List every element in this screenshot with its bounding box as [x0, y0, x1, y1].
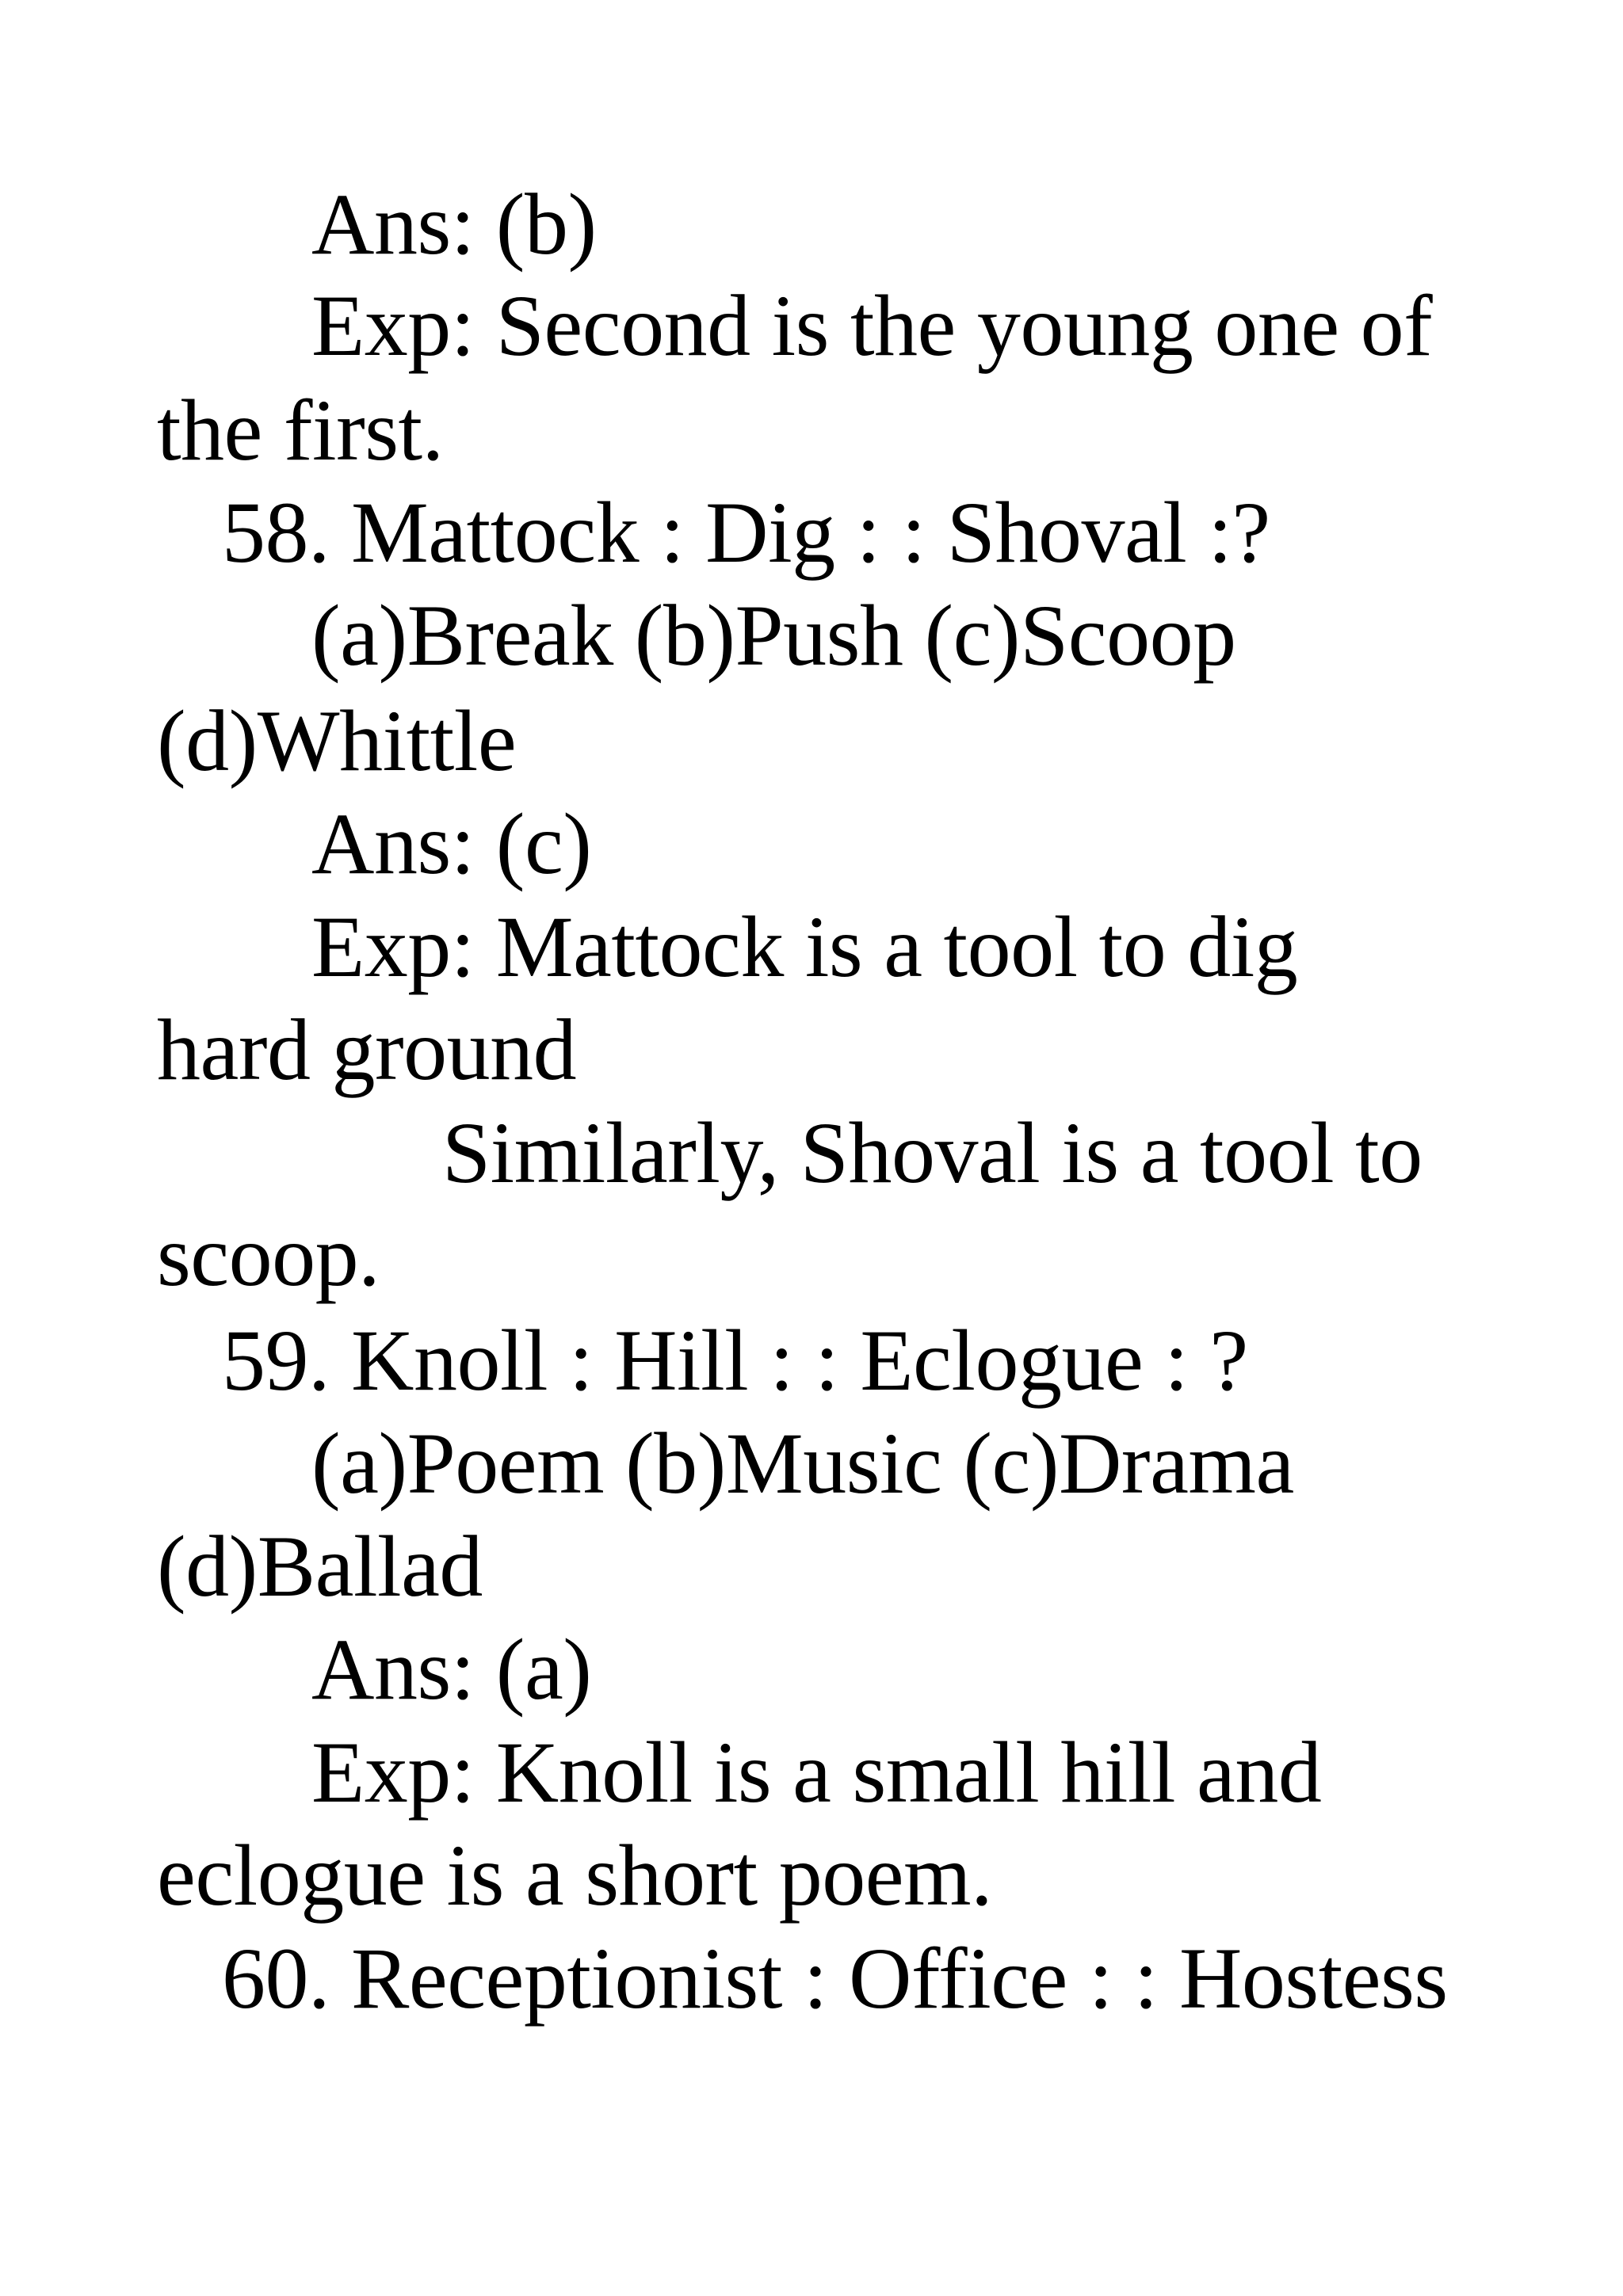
explanation-58-cont: hard ground — [157, 1001, 577, 1098]
question-60: 60. Receptionist : Office : : Hostess — [222, 1930, 1448, 2027]
options-59: (a)Poem (b)Music (c)Drama — [311, 1415, 1294, 1512]
explanation-58-sim: Similarly, Shoval is a tool to — [442, 1104, 1423, 1201]
answer-58: Ans: (c) — [311, 795, 592, 892]
answer-57: Ans: (b) — [311, 176, 597, 273]
explanation-58-end: scoop. — [157, 1207, 380, 1304]
question-59: 59. Knoll : Hill : : Eclogue : ? — [222, 1312, 1248, 1409]
explanation-57: Exp: Second is the young one of — [311, 277, 1433, 374]
options-58: (a)Break (b)Push (c)Scoop — [311, 587, 1236, 684]
options-59-cont: (d)Ballad — [157, 1518, 483, 1615]
explanation-59-cont: eclogue is a short poem. — [157, 1827, 993, 1924]
answer-59: Ans: (a) — [311, 1621, 592, 1718]
explanation-57-cont: the first. — [157, 382, 444, 479]
options-58-cont: (d)Whittle — [157, 692, 517, 789]
explanation-59: Exp: Knoll is a small hill and — [311, 1724, 1322, 1821]
explanation-58: Exp: Mattock is a tool to dig — [311, 898, 1298, 995]
question-58: 58. Mattock : Dig : : Shoval :? — [222, 484, 1270, 581]
